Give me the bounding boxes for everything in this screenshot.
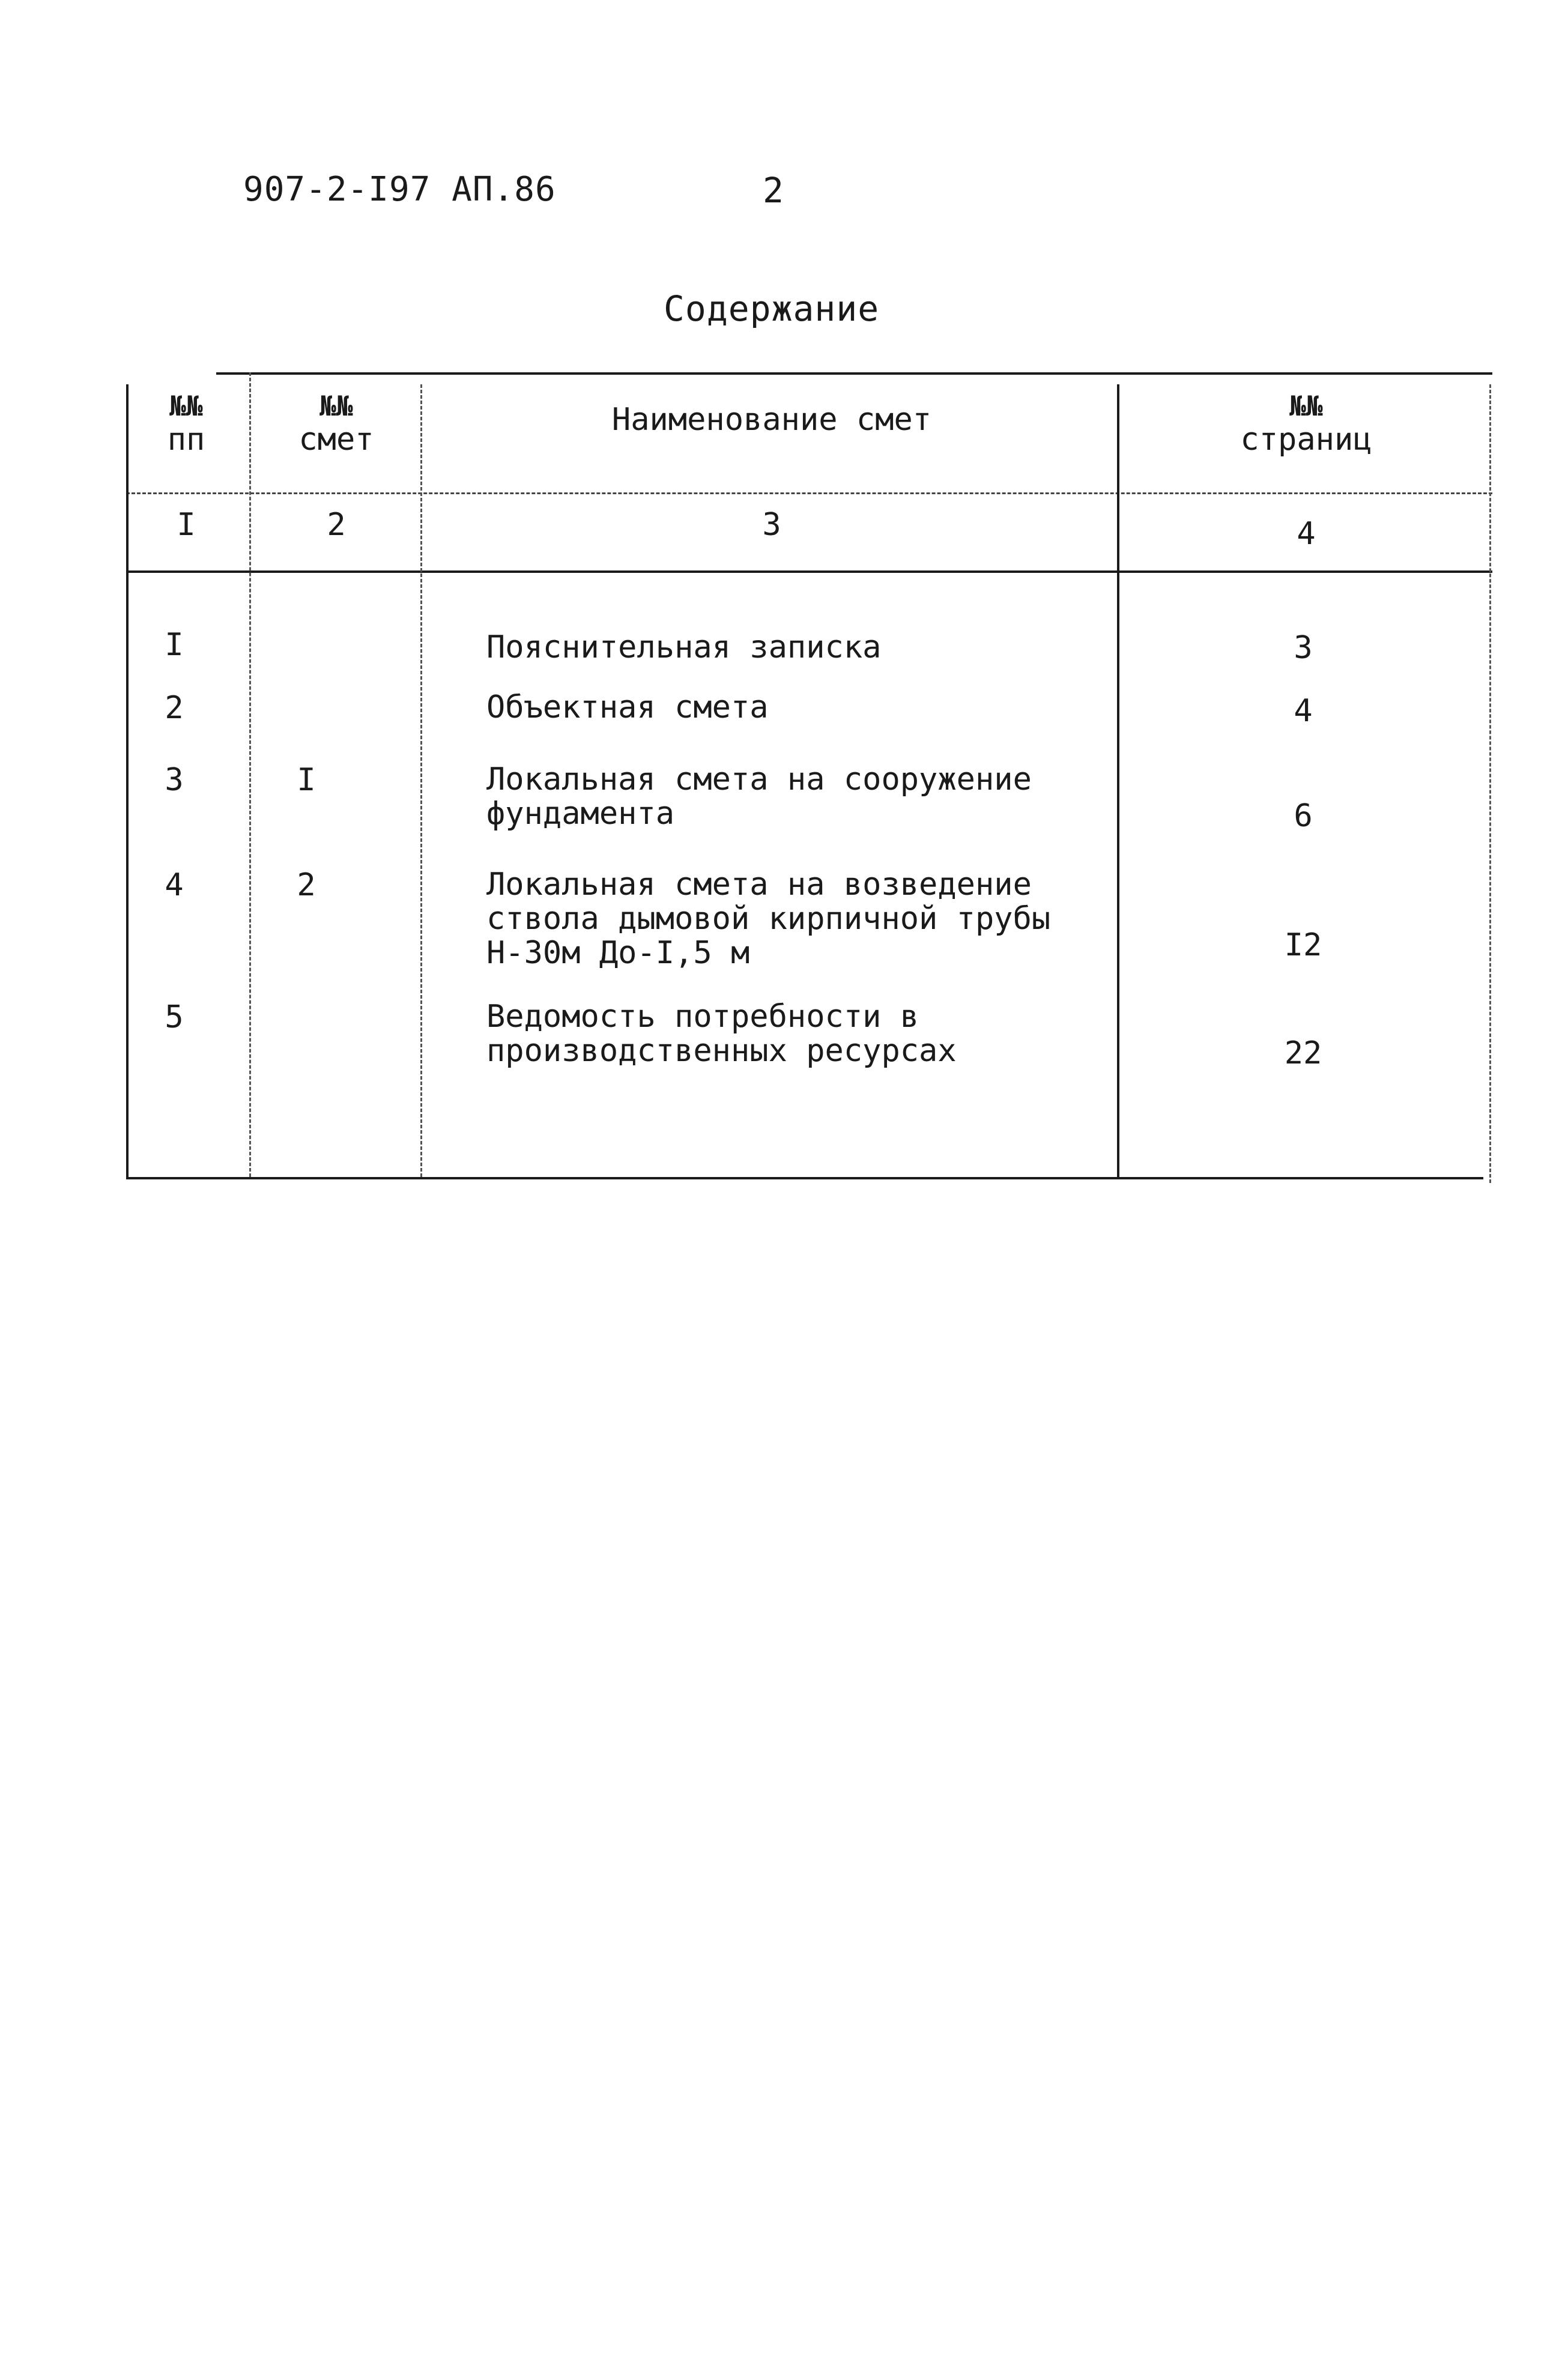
header-name	[426, 402, 1117, 438]
table-top-border	[216, 372, 1492, 375]
row-4-smeta: 2	[297, 867, 316, 903]
row-5-page: 22	[1284, 1035, 1322, 1071]
col-divider-1	[249, 372, 251, 1177]
column-number-3: 3	[762, 507, 781, 543]
row-4-name: Локальная смета на возведение ствола дымовой кирпичной трубы Н-30м До-I,5 м	[486, 867, 1051, 972]
table-bottom-border	[126, 1177, 1483, 1179]
row-4-page: I2	[1284, 927, 1322, 963]
header-smeta	[252, 390, 420, 458]
header-smeta-symbol: №№	[319, 390, 353, 422]
column-numbers-divider	[126, 570, 1492, 573]
column-number-4: 4	[1297, 516, 1316, 552]
column-number-2: 2	[327, 507, 346, 543]
row-2-page: 4	[1294, 693, 1313, 729]
row-1-page: 3	[1294, 630, 1313, 666]
col-divider-2	[420, 384, 422, 1177]
contents-table	[126, 372, 1492, 1183]
header-pp-symbol: №№	[169, 390, 203, 422]
header-smeta-label: смет	[298, 421, 374, 458]
page-title: Содержание	[664, 288, 880, 329]
document-code: 907-2-I97 АП.86	[243, 170, 556, 209]
row-5-name: Ведомость потребности в производственных ресурсах	[486, 999, 957, 1070]
row-1-name: Пояснительная записка	[486, 629, 882, 665]
row-3-name: Локальная смета на сооружение фундамента	[486, 761, 1032, 832]
row-2-name: Объектная смета	[486, 689, 769, 725]
page-number: 2	[763, 170, 784, 211]
table-right-border	[1489, 384, 1491, 1183]
row-4-pp: 4	[165, 867, 184, 903]
header-pages-label: страниц	[1240, 421, 1372, 458]
header-pp	[126, 390, 246, 458]
column-number-1: I	[177, 507, 196, 543]
header-divider	[126, 492, 1492, 494]
header-pages-symbol: №№	[1289, 390, 1323, 422]
row-3-page: 6	[1294, 798, 1313, 834]
header-pp-label: пп	[167, 421, 205, 458]
row-1-pp: I	[165, 627, 184, 663]
row-3-pp: 3	[165, 762, 184, 798]
row-3-smeta: I	[297, 762, 316, 798]
col-divider-3	[1117, 384, 1119, 1177]
row-5-pp: 5	[165, 999, 184, 1035]
header-name-label: Наименование смет	[611, 402, 932, 438]
header-pages	[1123, 390, 1489, 458]
row-2-pp: 2	[165, 690, 184, 726]
